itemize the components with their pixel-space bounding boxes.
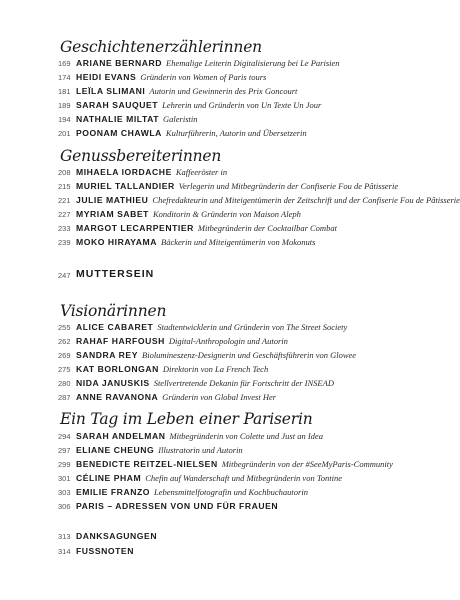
entry-description: Galeristin bbox=[163, 114, 198, 124]
entry-name: NATHALIE MILTAT bbox=[76, 114, 160, 124]
entry-name: NIDA JANUSKIS bbox=[76, 378, 150, 388]
page-number: 221 bbox=[58, 196, 71, 205]
entry-name: SARAH ANDELMAN bbox=[76, 431, 166, 441]
page-number: 174 bbox=[58, 73, 71, 82]
entry-name: MOKO HIRAYAMA bbox=[76, 237, 158, 247]
entry-name: PARIS – ADRESSEN VON UND FÜR FRAUEN bbox=[76, 501, 279, 511]
entry-description: Biolumineszenz-Designerin und Geschäftsführerin von Glowee bbox=[142, 350, 357, 360]
page-number: 189 bbox=[58, 101, 71, 110]
entry-description: Kaffeeröster in bbox=[175, 167, 228, 177]
entry-description: Stadtentwicklerin und Gründerin von The Street Society bbox=[157, 322, 348, 332]
entry-description: Kulturführerin, Autorin und Übersetzerin bbox=[165, 128, 307, 138]
toc-entry[interactable] bbox=[0, 335, 428, 349]
toc-entry[interactable] bbox=[0, 180, 428, 194]
entry-description: Mitbegründerin von der #SeeMyParis-Community bbox=[221, 459, 393, 469]
toc-entry[interactable] bbox=[0, 472, 428, 486]
toc-entry[interactable] bbox=[0, 268, 428, 282]
toc-entry[interactable] bbox=[0, 486, 428, 500]
entry-description: Chefin auf Wanderschaft und Mitbegründerin von Tontine bbox=[145, 473, 343, 483]
entry-name: SARAH SAUQUET bbox=[76, 100, 159, 110]
entry-name: MYRIAM SABET bbox=[76, 209, 149, 219]
page-number: 280 bbox=[58, 379, 71, 388]
entry-name: KAT BORLONGAN bbox=[76, 364, 159, 374]
entry-description: Autorin und Gewinnerin des Prix Goncourt bbox=[149, 86, 298, 96]
toc-entry[interactable] bbox=[0, 500, 428, 514]
page-number: 181 bbox=[58, 87, 71, 96]
page-number: 314 bbox=[58, 547, 71, 556]
page-number: 262 bbox=[58, 337, 71, 346]
entry-name: HEIDI EVANS bbox=[76, 72, 137, 82]
page-number: 169 bbox=[58, 59, 71, 68]
toc-entry[interactable] bbox=[0, 113, 428, 127]
page-number: 313 bbox=[58, 532, 71, 541]
entry-name: MUTTERSEIN bbox=[76, 268, 155, 280]
section-title: Geschichtenerzählerinnen bbox=[60, 38, 262, 56]
toc-entry[interactable] bbox=[0, 349, 428, 363]
toc-entry[interactable] bbox=[0, 99, 428, 113]
page-number: 215 bbox=[58, 182, 71, 191]
entry-description: Mitbegründerin von Colette und Just an Idea bbox=[169, 431, 323, 441]
page-number: 294 bbox=[58, 432, 71, 441]
toc-entry[interactable] bbox=[0, 236, 428, 250]
entry-description: Mitbegründerin der Cocktailbar Combat bbox=[197, 223, 337, 233]
page-number: 287 bbox=[58, 393, 71, 402]
entry-description: Stellvertretende Dekanin für Fortschritt der INSEAD bbox=[153, 378, 334, 388]
toc-entry[interactable] bbox=[0, 444, 428, 458]
entry-name: CÉLINE PHAM bbox=[76, 473, 142, 483]
page-number: 201 bbox=[58, 129, 71, 138]
entry-name: POONAM CHAWLA bbox=[76, 128, 162, 138]
page-number: 239 bbox=[58, 238, 71, 247]
toc-entry[interactable] bbox=[0, 391, 428, 405]
entry-name: MURIEL TALLANDIER bbox=[76, 181, 175, 191]
section-title: Visionärinnen bbox=[60, 302, 167, 320]
entry-name: EMILIE FRANZO bbox=[76, 487, 150, 497]
toc-entry[interactable] bbox=[0, 222, 428, 236]
toc-entry[interactable] bbox=[0, 530, 428, 544]
page-number: 255 bbox=[58, 323, 71, 332]
entry-description: Digital-Anthropologin und Autorin bbox=[168, 336, 288, 346]
section-title: Genussbereiterinnen bbox=[60, 147, 222, 165]
page-number: 233 bbox=[58, 224, 71, 233]
toc-entry[interactable] bbox=[0, 458, 428, 472]
entry-name: ELIANE CHEUNG bbox=[76, 445, 155, 455]
page-number: 194 bbox=[58, 115, 71, 124]
toc-entry[interactable] bbox=[0, 377, 428, 391]
entry-name: MARGOT LECARPENTIER bbox=[76, 223, 194, 233]
entry-description: Gründerin von Global Invest Her bbox=[162, 392, 277, 402]
toc-entry[interactable] bbox=[0, 166, 428, 180]
page-number: 269 bbox=[58, 351, 71, 360]
toc-entry[interactable] bbox=[0, 57, 428, 71]
page-number: 208 bbox=[58, 168, 71, 177]
page-number: 297 bbox=[58, 446, 71, 455]
entry-description: Gründerin von Women of Paris tours bbox=[140, 72, 267, 82]
page-number: 301 bbox=[58, 474, 71, 483]
page-number: 275 bbox=[58, 365, 71, 374]
entry-name: JULIE MATHIEU bbox=[76, 195, 149, 205]
toc-entry[interactable] bbox=[0, 430, 428, 444]
toc-entry[interactable] bbox=[0, 71, 428, 85]
toc-entry[interactable] bbox=[0, 321, 428, 335]
entry-name: ARIANE BERNARD bbox=[76, 58, 163, 68]
entry-name: BENEDICTE REITZEL-NIELSEN bbox=[76, 459, 218, 469]
toc-entry[interactable] bbox=[0, 127, 428, 141]
page-number: 299 bbox=[58, 460, 71, 469]
entry-description: Ehemalige Leiterin Digitalisierung bei Le Parisien bbox=[166, 58, 340, 68]
page-number: 306 bbox=[58, 502, 71, 511]
entry-name: ALICE CABARET bbox=[76, 322, 154, 332]
entry-name: SANDRA REY bbox=[76, 350, 139, 360]
entry-description: Chefredakteurin und Miteigentümerin der Zeitschrift und der Confiserie Fou de Pâtisserie bbox=[152, 195, 460, 205]
entry-description: Konditorin & Gründerin von Maison Aleph bbox=[152, 209, 301, 219]
entry-name: LEÏLA SLIMANI bbox=[76, 86, 146, 96]
entry-name: FUSSNOTEN bbox=[76, 546, 134, 556]
section-title: Ein Tag im Leben einer Pariserin bbox=[60, 410, 313, 428]
entry-name: MIHAELA IORDACHE bbox=[76, 167, 172, 177]
page-number: 247 bbox=[58, 271, 71, 280]
entry-description: Direktorin von La French Tech bbox=[162, 364, 269, 374]
entry-description: Lebensmittelfotografin und Kochbuchautorin bbox=[154, 487, 308, 497]
entry-description: Lehrerin und Gründerin von Un Texte Un Jour bbox=[162, 100, 322, 110]
toc-entry[interactable] bbox=[0, 194, 460, 208]
entry-name: ANNE RAVANONA bbox=[76, 392, 159, 402]
page-number: 227 bbox=[58, 210, 71, 219]
toc-entry[interactable] bbox=[0, 363, 428, 377]
toc-entry[interactable] bbox=[0, 85, 428, 99]
toc-entry[interactable] bbox=[0, 208, 428, 222]
entry-description: Illustratorin und Autorin bbox=[158, 445, 243, 455]
entry-description: Verlegerin und Mitbegründerin der Confiserie Fou de Pâtisserie bbox=[178, 181, 399, 191]
entry-name: RAHAF HARFOUSH bbox=[76, 336, 165, 346]
entry-name: DANKSAGUNGEN bbox=[76, 531, 158, 541]
toc-entry[interactable] bbox=[0, 545, 428, 559]
entry-description: Bäckerin und Miteigentümerin von Mokonuts bbox=[161, 237, 316, 247]
page-number: 303 bbox=[58, 488, 71, 497]
